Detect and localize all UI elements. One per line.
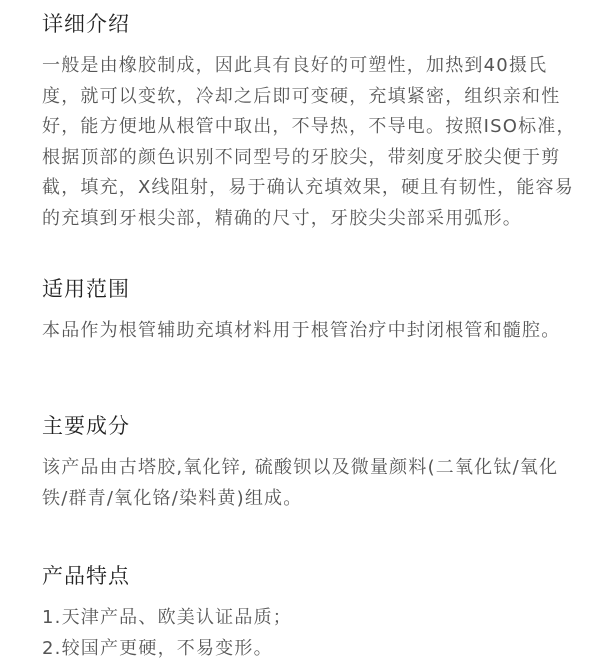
features-list [42,603,580,664]
scope-body: 本品作为根管辅助充填材料用于根管治疗中封闭根管和髓腔。 [42,320,561,341]
features-section [42,562,580,664]
features-item: 2.较国产更硬，不易变形。 [42,637,273,659]
features-heading: 产品特点 [42,564,130,588]
detail-heading: 详细介绍 [42,12,130,36]
detail-section [42,10,580,234]
features-item: 1.天津产品、欧美认证品质； [42,607,292,628]
scope-section [42,275,580,347]
ingredients-section [42,412,580,514]
ingredients-heading: 主要成分 [42,414,130,438]
detail-body: 一般是由橡胶制成，因此具有良好的可塑性，加热到40摄氏度，就可以变软，冷却之后即可变硬，充填紧密，组织亲和性好，能方便地从根管中取出，不导热，不导电。按照ISO标准，根据顶部的颜色识别不同型号的牙胶尖，带刻度牙胶尖便于剪截，填充，X线阻射，易于确认充填效果，硬且有韧性，能容易的充填到牙根尖部，精确的尺寸，牙胶尖尖部采用弧形。 [42,55,576,229]
scope-heading: 适用范围 [42,277,130,301]
ingredients-body: 该产品由古塔胶,氧化锌, 硫酸钡以及微量颜料(二氧化钛/氧化铁/群青/氧化铬/染料黄)组成。 [42,457,559,509]
